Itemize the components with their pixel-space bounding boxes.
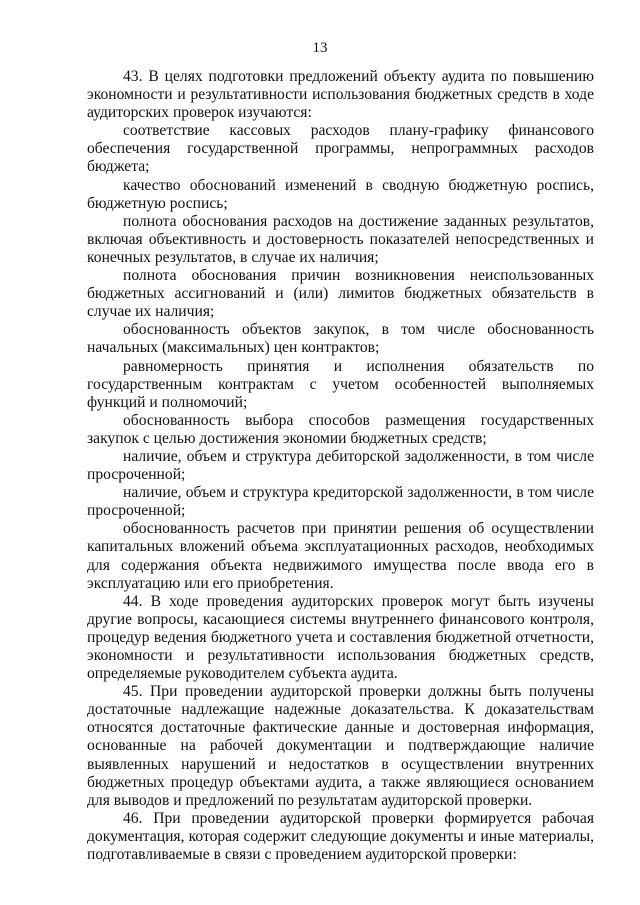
document-body (87, 68, 594, 864)
list-item-cash-expenses: соответствие кассовых расходов плану-графику финансового обеспечения государственной программы, непрограммных расходов бюджета; (87, 122, 594, 176)
paragraph-44: 44. В ходе проведения аудиторских проверок могут быть изучены другие вопросы, касающиеся системы внутреннего финансового контроля, процедур ведения бюджетного учета и составления бюджетной отчетности, экономности и результативности использования бюджетных средств, определяемые руководителем субъекта аудита. (87, 592, 594, 683)
list-item-budget-changes: качество обоснований изменений в сводную бюджетную роспись, бюджетную роспись; (87, 176, 594, 212)
list-item-procurement-methods: обоснованность выбора способов размещения государственных закупок с целью достижения экономии бюджетных средств; (87, 411, 594, 447)
list-item-procurement-objects: обоснованность объектов закупок, в том числе обоснованность начальных (максимальных) цен контрактов; (87, 321, 594, 357)
page-number: 13 (312, 40, 328, 56)
list-item-expense-justification: полнота обоснования расходов на достижение заданных результатов, включая объективность и достоверность показателей непосредственных и конечных результатов, в случае их наличия; (87, 212, 594, 266)
list-item-capital-investments: обоснованность расчетов при принятии решения об осуществлении капитальных вложений объема эксплуатационных расходов, необходимых для содержания объекта недвижимого имущества после ввода его в эксплуатацию или его приобретения. (87, 520, 594, 592)
paragraph-46: 46. При проведении аудиторской проверки формируется рабочая документация, которая содержит следующие документы и иные материалы, подготавливаемые в связи с проведением аудиторской проверки: (87, 809, 594, 864)
paragraph-45: 45. При проведении аудиторской проверки должны быть получены достаточные надлежащие надежные доказательства. К доказательствам относятся достаточные фактические данные и достоверная информация, основанные на рабочей документации и подтверждающие наличие выявленных нарушений и недостатков в осуществлении внутренних бюджетных процедур объектами аудита, а также являющиеся основанием для выводов и предложений по результатам аудиторской проверки. (87, 683, 594, 809)
list-item-unused-allocations: полнота обоснования причин возникновения неиспользованных бюджетных ассигнований и (или) лимитов бюджетных обязательств в случае их наличия; (87, 267, 594, 321)
list-item-payables: наличие, объем и структура кредиторской задолженности, в том числе просроченной; (87, 484, 594, 520)
paragraph-43-intro: 43. В целях подготовки предложений объекту аудита по повышению экономности и результативности использования бюджетных средств в ходе аудиторских проверок изучаются: (87, 68, 594, 122)
list-item-receivables: наличие, объем и структура дебиторской задолженности, в том числе просроченной; (87, 447, 594, 484)
list-item-contract-uniformity: равномерность принятия и исполнения обязательств по государственным контрактам с учетом особенностей выполняемых функций и полномочий; (87, 357, 594, 411)
